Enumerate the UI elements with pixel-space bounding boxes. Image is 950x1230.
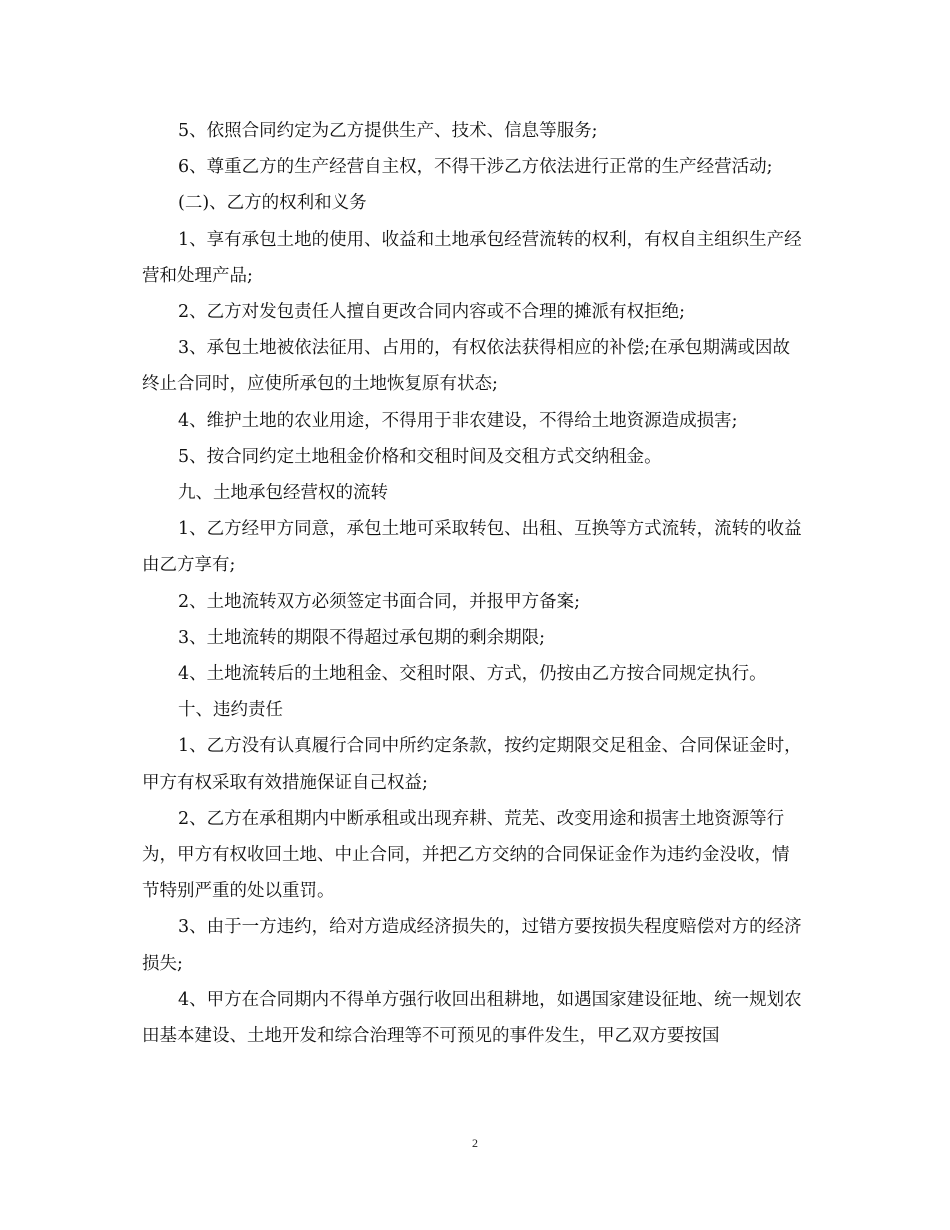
paragraph: 4、土地流转后的土地租金、交租时限、方式，仍按由乙方按合同规定执行。 — [178, 664, 767, 685]
paragraph: 2、土地流转双方必须签定书面合同，并报甲方备案; — [178, 591, 581, 612]
paragraph: 1、乙方经甲方同意，承包土地可采取转包、出租、互换等方式流转，流转的收益由乙方享有; — [142, 519, 802, 576]
section-heading: (二)、乙方的权利和义务 — [178, 193, 367, 214]
section-heading: 九、土地承包经营权的流转 — [178, 483, 388, 504]
paragraph: 6、尊重乙方的生产经营自主权，不得干涉乙方依法进行正常的生产经营活动; — [178, 157, 773, 178]
paragraph: 4、维护土地的农业用途，不得用于非农建设，不得给土地资源造成损害; — [178, 410, 738, 431]
paragraph: 1、享有承包土地的使用、收益和土地承包经营流转的权利，有权自主组织生产经营和处理产品; — [142, 229, 802, 286]
paragraph: 2、乙方对发包责任人擅自更改合同内容或不合理的摊派有权拒绝; — [178, 302, 686, 323]
paragraph: 4、甲方在合同期内不得单方强行收回出租耕地，如遇国家建设征地、统一规划农田基本建设、土地开发和综合治理等不可预见的事件发生，甲乙双方要按国 — [142, 989, 802, 1047]
section-heading: 十、违约责任 — [178, 700, 283, 721]
paragraph: 5、依照合同约定为乙方提供生产、技术、信息等服务; — [178, 121, 598, 141]
paragraph: 3、由于一方违约，给对方造成经济损失的，过错方要按损失程度赔偿对方的经济损失; — [142, 917, 802, 974]
paragraph: 3、土地流转的期限不得超过承包期的剩余期限; — [178, 627, 546, 648]
document-body — [142, 113, 802, 1054]
paragraph: 1、乙方没有认真履行合同中所约定条款，按约定期限交足租金、合同保证金时，甲方有权采取有效措施保证自己权益; — [142, 736, 802, 793]
page-number: 2 — [472, 1136, 478, 1150]
paragraph: 2、乙方在承租期内中断承租或出现弃耕、荒芜、改变用途和损害土地资源等行为，甲方有权收回土地、中止合同，并把乙方交纳的合同保证金作为违约金没收，情节特别严重的处以重罚。 — [142, 808, 790, 902]
paragraph: 3、承包土地被依法征用、占用的，有权依法获得相应的补偿;在承包期满或因故终止合同时，应使所承包的土地恢复原有状态; — [142, 338, 791, 395]
paragraph: 5、按合同约定土地租金价格和交租时间及交租方式交纳租金。 — [178, 446, 662, 467]
